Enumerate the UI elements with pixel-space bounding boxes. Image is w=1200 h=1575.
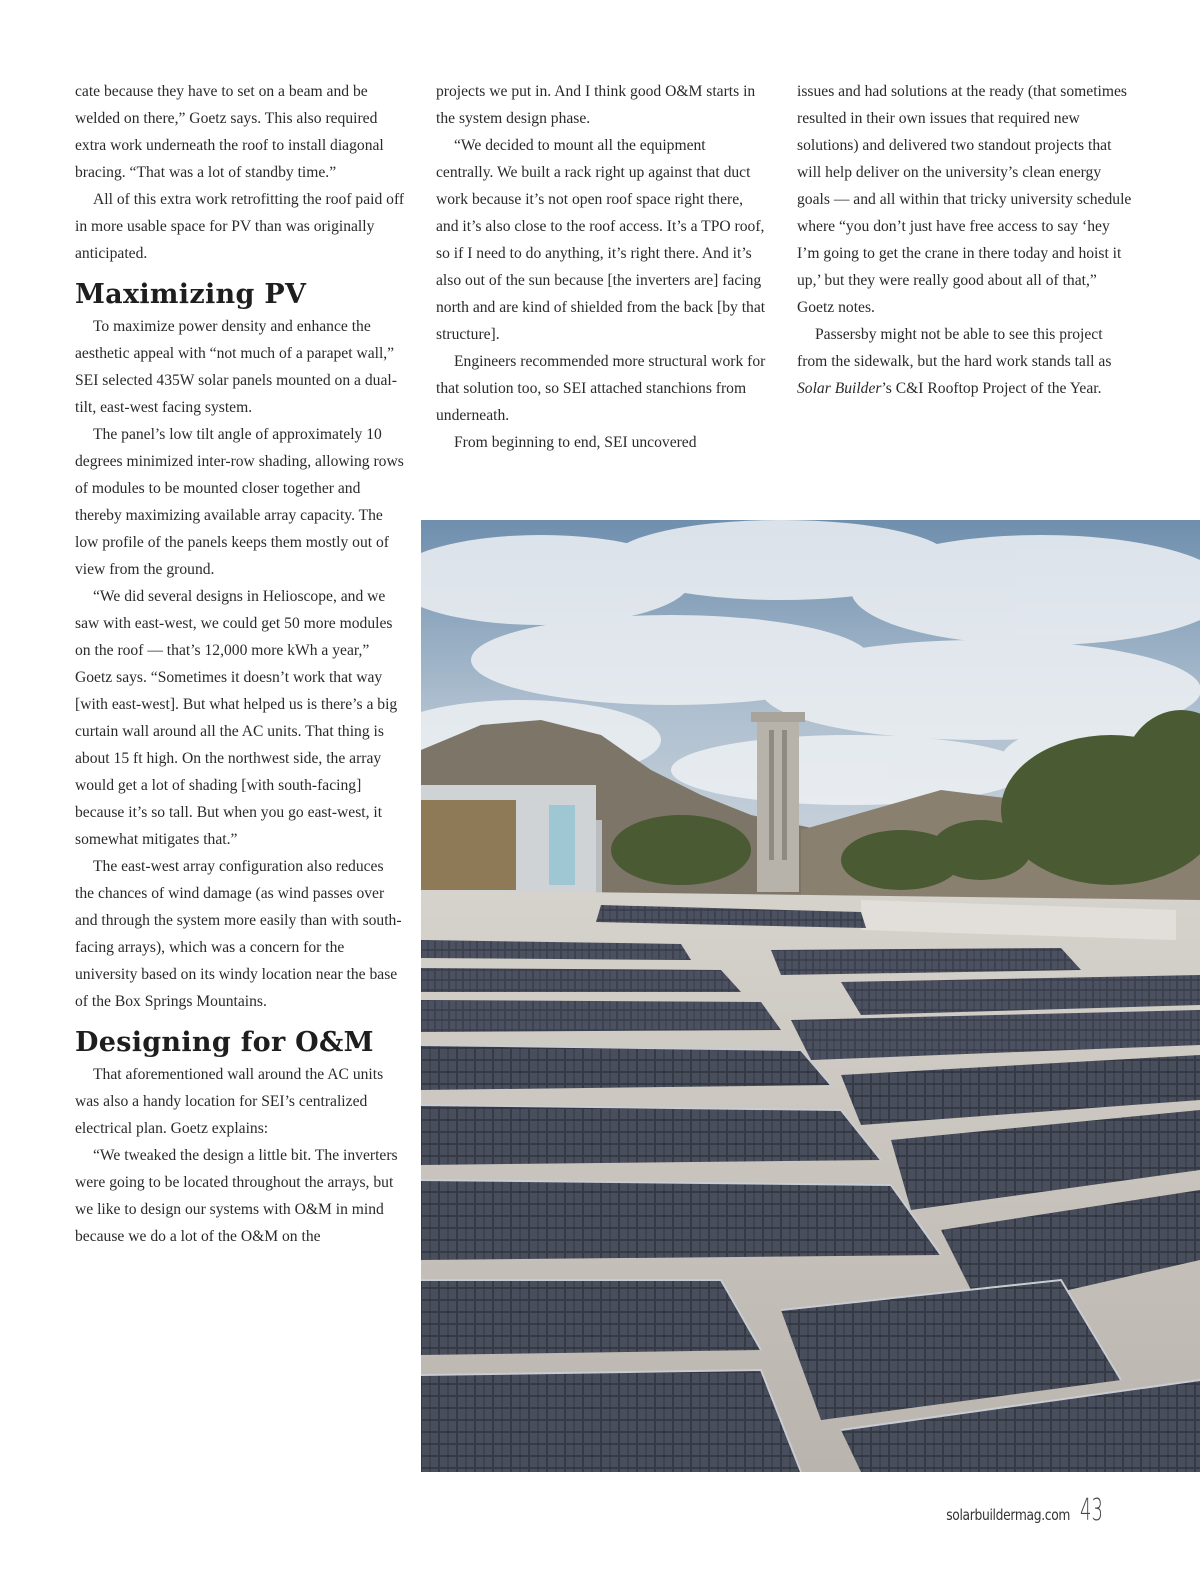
closing-text-part: Passersby might not be able to see this project from the sidewalk, but the hard work stands tall as bbox=[797, 326, 1112, 370]
body-paragraph: That aforementioned wall around the AC units was also a handy location for SEI’s centralized electrical plan. Goetz explains: bbox=[75, 1066, 384, 1137]
mechanical-enclosure bbox=[421, 785, 602, 900]
publication-name: Solar Builder bbox=[797, 380, 882, 397]
body-paragraph bbox=[797, 321, 1132, 402]
body-paragraph: The east-west array configuration also reduces the chances of wind damage (as wind passes over and through the system more easily than with south-facing arrays), which was a concern for the university based on its windy location near the base of the Box Springs Mountains. bbox=[75, 858, 402, 1010]
footer-site-url: solarbuildermag.com bbox=[945, 1506, 1070, 1524]
rooftop-solar-array-photo bbox=[421, 520, 1200, 1472]
body-paragraph: cate because they have to set on a beam and be welded on there,” Goetz says. This also required extra work underneath the roof to install diagonal bracing. “That was a lot of standby time.” bbox=[75, 83, 384, 181]
page-footer bbox=[919, 1493, 1118, 1533]
bell-tower bbox=[751, 712, 805, 892]
article-column-1 bbox=[75, 78, 405, 1250]
body-paragraph: projects we put in. And I think good O&M starts in the system design phase. bbox=[436, 83, 756, 127]
body-paragraph: From beginning to end, SEI uncovered bbox=[454, 434, 697, 451]
body-paragraph: The panel’s low tilt angle of approximately 10 degrees minimized inter-row shading, allowing rows of modules to be mounted closer together and thereby maximizing available array capacity. The low profile of the panels keeps them mostly out of view from the ground. bbox=[75, 426, 404, 578]
article-column-2 bbox=[436, 78, 766, 456]
body-paragraph: To maximize power density and enhance the aesthetic appeal with “not much of a parapet wall,” SEI selected 435W solar panels mounted on a dual-tilt, east-west facing system. bbox=[75, 318, 397, 416]
closing-text-part: ’s C&I Rooftop Project of the Year. bbox=[881, 380, 1102, 397]
body-paragraph: All of this extra work retrofitting the roof paid off in more usable space for PV than was originally anticipated. bbox=[75, 191, 405, 262]
body-paragraph: “We decided to mount all the equipment centrally. We built a rack right up against that duct work because it’s not open roof space right there, and it’s also close to the roof access. It’s a TPO roof, so if I need to do anything, it’s right there. And it’s also out of the sun because [the inverters are] facing north and are kind of shielded from the back [by that structure]. bbox=[436, 137, 766, 343]
article-column-3 bbox=[797, 78, 1132, 402]
section-heading-designing-for-om: Designing for O&M bbox=[75, 1027, 374, 1058]
section-heading-maximizing-pv: Maximizing PV bbox=[75, 279, 307, 310]
body-paragraph: Engineers recommended more structural work for that solution too, so SEI attached stanchions from underneath. bbox=[436, 353, 766, 424]
body-paragraph: “We did several designs in Helioscope, and we saw with east-west, we could get 50 more modules on the roof — that’s 12,000 more kWh a year,” Goetz says. “Sometimes it doesn’t work that way [with east-west]. But what helped us is there’s a big curtain wall around all the AC units. That thing is about 15 ft high. On the northwest side, the array would get a lot of shading [with south-facing] because it’s so tall. But when you go east-west, it somewhat mitigates that.” bbox=[75, 588, 398, 848]
body-paragraph: “We tweaked the design a little bit. The inverters were going to be located throughout the arrays, but we like to design our systems with O&M in mind because we do a lot of the O&M on the bbox=[75, 1147, 398, 1245]
body-paragraph: issues and had solutions at the ready (that sometimes resulted in their own issues that required new solutions) and delivered two standout projects that will help deliver on the university’s clean energy goals — and all within that tricky university schedule where “you don’t just have free access to say ‘hey I’m going to get the crane in there today and hoist it up,’ but they were really good about all of that,” Goetz notes. bbox=[797, 83, 1132, 316]
page-number: 43 bbox=[1079, 1493, 1103, 1528]
